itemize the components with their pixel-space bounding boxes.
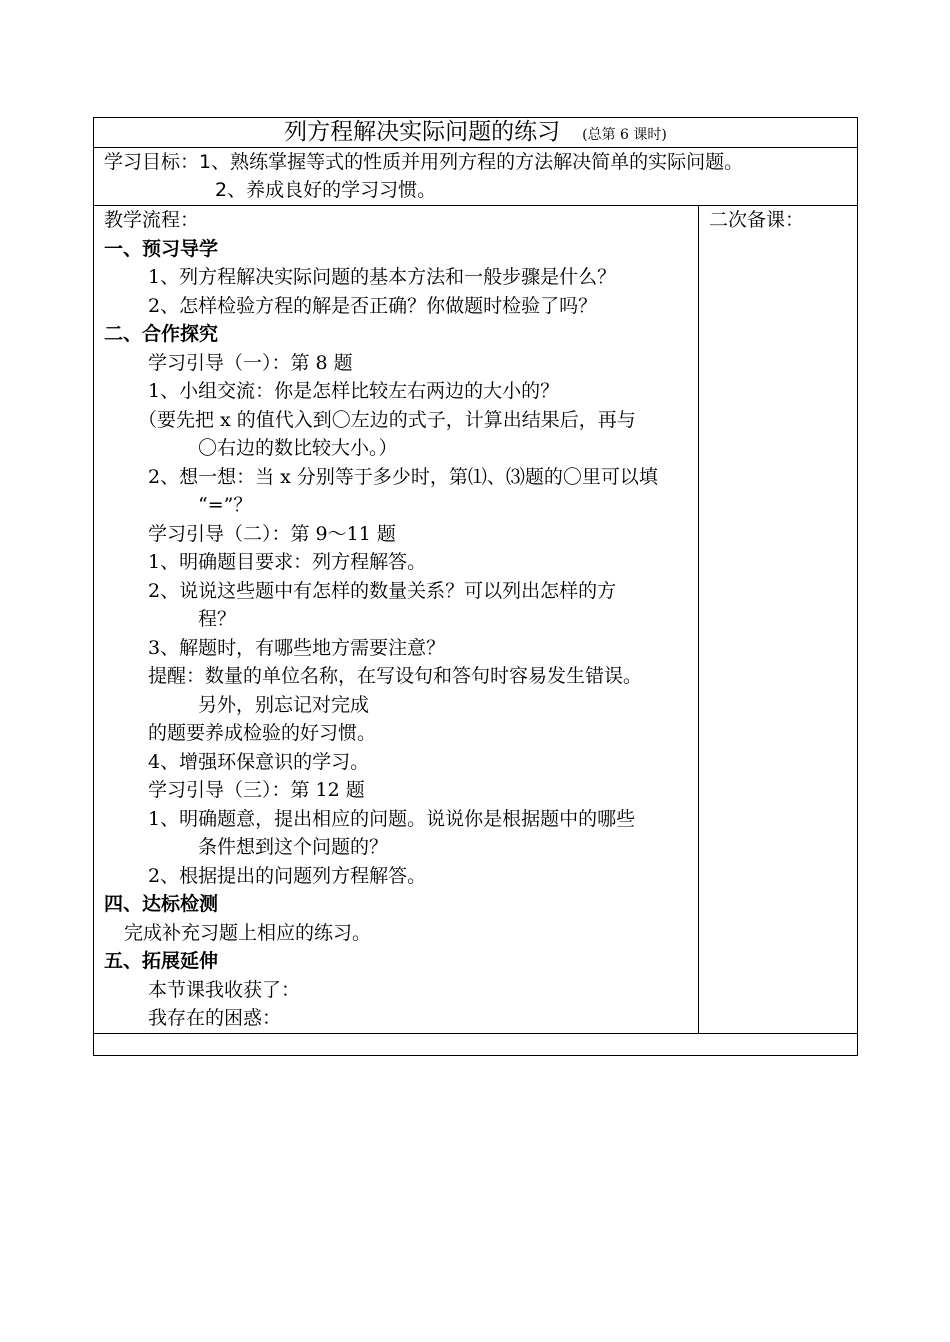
- lesson-plan-table: [93, 117, 858, 1056]
- reflection-line: 我存在的困惑：: [148, 1007, 282, 1029]
- section-heading: 二、合作探究: [104, 323, 219, 345]
- guide-item: 1、小组交流：你是怎样比较左右两边的大小的？: [148, 380, 560, 402]
- section-heading: 四、达标检测: [104, 893, 219, 915]
- guide-tip: 另外，别忘记对完成: [198, 693, 370, 716]
- lesson-title: 列方程解决实际问题的练习: [284, 119, 561, 145]
- guide-item: 2、想一想：当 x 分别等于多少时，第⑴、⑶题的〇里可以填: [148, 465, 658, 488]
- reflection-line: 本节课我收获了：: [148, 978, 301, 1001]
- process-label: 教学流程：: [104, 209, 200, 231]
- second-preparation-cell: [699, 206, 858, 1034]
- lesson-number: (总第 6 课时): [582, 127, 667, 143]
- teaching-process-cell: [94, 206, 699, 1034]
- guide-item: 3、解题时，有哪些地方需要注意？: [148, 636, 446, 659]
- guide-title: 学习引导（三）：第 12 题: [148, 779, 365, 801]
- learning-goal-2: 2、养成良好的学习习惯。: [215, 179, 437, 201]
- guide-tip: 提醒：数量的单位名称，在写设句和答句时容易发生错误。: [148, 665, 643, 687]
- guide-note: 〇右边的数比较大小。）: [198, 437, 398, 459]
- preview-question: 2、怎样检验方程的解是否正确？你做题时检验了吗？: [148, 294, 598, 317]
- guide-item: 程？: [198, 608, 237, 630]
- title-cell: [94, 118, 858, 148]
- preview-question: 1、列方程解决实际问题的基本方法和一般步骤是什么？: [148, 266, 617, 288]
- guide-tip: 的题要养成检验的好习惯。: [148, 722, 377, 744]
- guide-item: 4、增强环保意识的学习。: [148, 750, 370, 773]
- bottom-empty-row: [94, 1033, 858, 1055]
- notes-label: 二次备课：: [709, 209, 805, 231]
- guide-title: 学习引导（一）：第 8 题: [148, 351, 353, 374]
- guide-item: 2、说说这些题中有怎样的数量关系？可以列出怎样的方: [148, 579, 617, 602]
- guide-item: 1、明确题目要求：列方程解答。: [148, 551, 427, 573]
- section-heading: 五、拓展延伸: [104, 950, 219, 972]
- guide-note: （要先把 x 的值代入到〇左边的式子，计算出结果后，再与: [138, 408, 636, 431]
- guide-item: 2、根据提出的问题列方程解答。: [148, 864, 427, 887]
- guide-item: 1、明确题意，提出相应的问题。说说你是根据题中的哪些: [148, 807, 636, 830]
- section-heading: 一、预习导学: [104, 237, 219, 260]
- guide-item: “=”？: [198, 494, 253, 516]
- guide-title: 学习引导（二）：第 9～11 题: [148, 522, 396, 545]
- learning-goals-cell: [94, 148, 858, 206]
- assessment-text: 完成补充习题上相应的练习。: [124, 921, 372, 944]
- learning-goal-1: 学习目标：1、熟练掌握等式的性质并用列方程的方法解决简单的实际问题。: [104, 151, 744, 173]
- guide-item: 条件想到这个问题的？: [198, 836, 389, 858]
